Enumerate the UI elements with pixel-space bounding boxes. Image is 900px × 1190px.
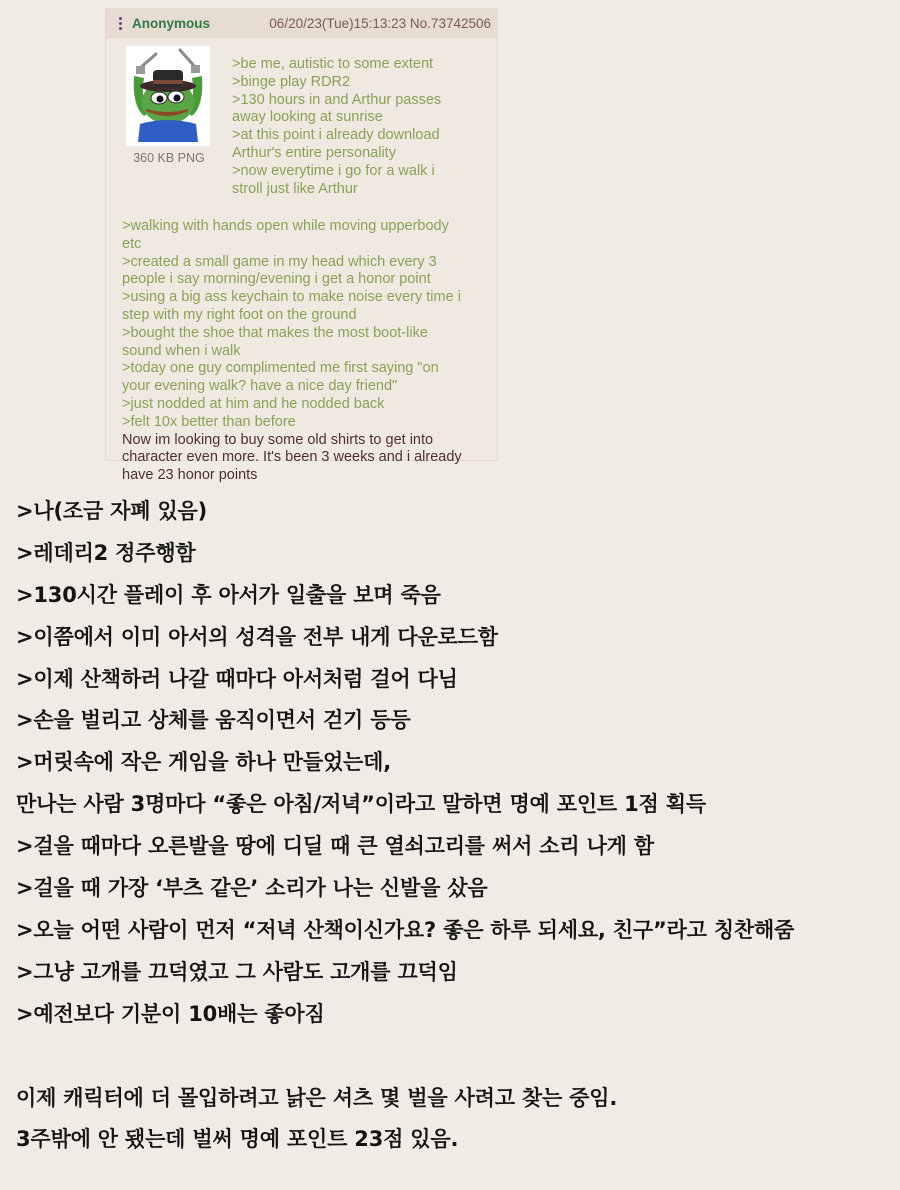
- greentext-line: >at this point i already download: [232, 127, 440, 144]
- translation-line: >걸을 때 가장 ‘부츠 같은’ 소리가 나는 신발을 샀음: [16, 876, 488, 901]
- poster-name: Anonymous: [132, 15, 211, 31]
- post-datetime: 06/20/23(Tue)15:13:23: [269, 15, 407, 31]
- greentext-line: >now everytime i go for a walk i: [232, 162, 435, 179]
- post-meta: [269, 16, 491, 31]
- translation-line: >머릿속에 작은 게임을 하나 만들었는데,: [16, 750, 391, 775]
- translation-line: >이쯤에서 이미 아서의 성격을 전부 내게 다운로드함: [16, 624, 498, 649]
- greentext-line: >felt 10x better than before: [122, 413, 296, 430]
- pepe-cowboy-image[interactable]: [126, 46, 210, 146]
- greentext-line: stroll just like Arthur: [232, 180, 358, 197]
- greentext-line: sound when i walk: [122, 342, 241, 359]
- post-card: [105, 8, 498, 484]
- greentext-line: etc: [122, 235, 142, 252]
- translation-line: >걸을 때마다 오른발을 땅에 디딜 때 큰 열쇠고리를 써서 소리 나게 함: [16, 834, 654, 859]
- translation-closing-line: 이제 캐릭터에 더 몰입하려고 낡은 셔츠 몇 벌을 사려고 찾는 중임.: [16, 1085, 618, 1110]
- plain-text-line: character even more. It's been 3 weeks and i already: [122, 449, 462, 466]
- greentext-line: >today one guy complimented me first saying "on: [122, 360, 439, 377]
- greentext-line: step with my right foot on the ground: [122, 306, 357, 323]
- greentext-line: >bought the shoe that makes the most boot-like: [122, 324, 428, 341]
- plain-text-line: Now im looking to buy some old shirts to get into: [122, 431, 434, 448]
- translation-line: >예전보다 기분이 10배는 좋아짐: [16, 1001, 325, 1026]
- translation-line: 만나는 사람 3명마다 “좋은 아침/저녁”이라고 말하면 명예 포인트 1점 획득: [16, 792, 706, 817]
- greentext-line: >created a small game in my head which every 3: [122, 253, 437, 270]
- translation-line: >손을 벌리고 상체를 움직이면서 걷기 등등: [16, 708, 411, 733]
- post-header: [106, 9, 497, 38]
- post-text-below-image: [122, 218, 492, 485]
- greentext-line: >using a big ass keychain to make noise every time i: [122, 289, 461, 306]
- image-file-info: 360 KB PNG: [133, 151, 205, 165]
- plain-text-line: have 23 honor points: [122, 467, 258, 484]
- korean-translation: [16, 496, 794, 1166]
- more-options-icon[interactable]: [112, 17, 128, 30]
- greentext-line: >130 hours in and Arthur passes: [232, 91, 442, 108]
- post-text-beside-image: [232, 56, 492, 198]
- translation-line: >이제 산책하러 나갈 때마다 아서처럼 걸어 다님: [16, 666, 458, 691]
- post-image[interactable]: [126, 46, 212, 165]
- translation-line: >오늘 어떤 사람이 먼저 “저녁 산책이신가요? 좋은 하루 되세요, 친구”라고 칭찬해줌: [16, 917, 795, 942]
- blank-line: [16, 1041, 794, 1083]
- greentext-line: your evening walk? have a nice day friend": [122, 378, 398, 395]
- greentext-line: Arthur's entire personality: [232, 144, 396, 161]
- greentext-line: away looking at sunrise: [232, 109, 383, 126]
- greentext-line: >walking with hands open while moving upperbody: [122, 218, 449, 234]
- greentext-line: people i say morning/evening i get a honor point: [122, 271, 431, 288]
- post-number[interactable]: No.73742506: [409, 15, 491, 31]
- translation-line: >그냥 고개를 끄덕였고 그 사람도 고개를 끄덕임: [16, 959, 458, 984]
- translation-line: >130시간 플레이 후 아서가 일출을 보며 죽음: [16, 582, 441, 607]
- greentext-line: >just nodded at him and he nodded back: [122, 395, 385, 412]
- translation-closing-line: 3주밖에 안 됐는데 벌써 명예 포인트 23점 있음.: [16, 1127, 459, 1152]
- translation-line: >나(조금 자폐 있음): [16, 499, 208, 523]
- translation-line: >레데리2 정주행함: [16, 540, 196, 565]
- greentext-line: >binge play RDR2: [232, 73, 351, 90]
- greentext-line: >be me, autistic to some extent: [232, 56, 434, 72]
